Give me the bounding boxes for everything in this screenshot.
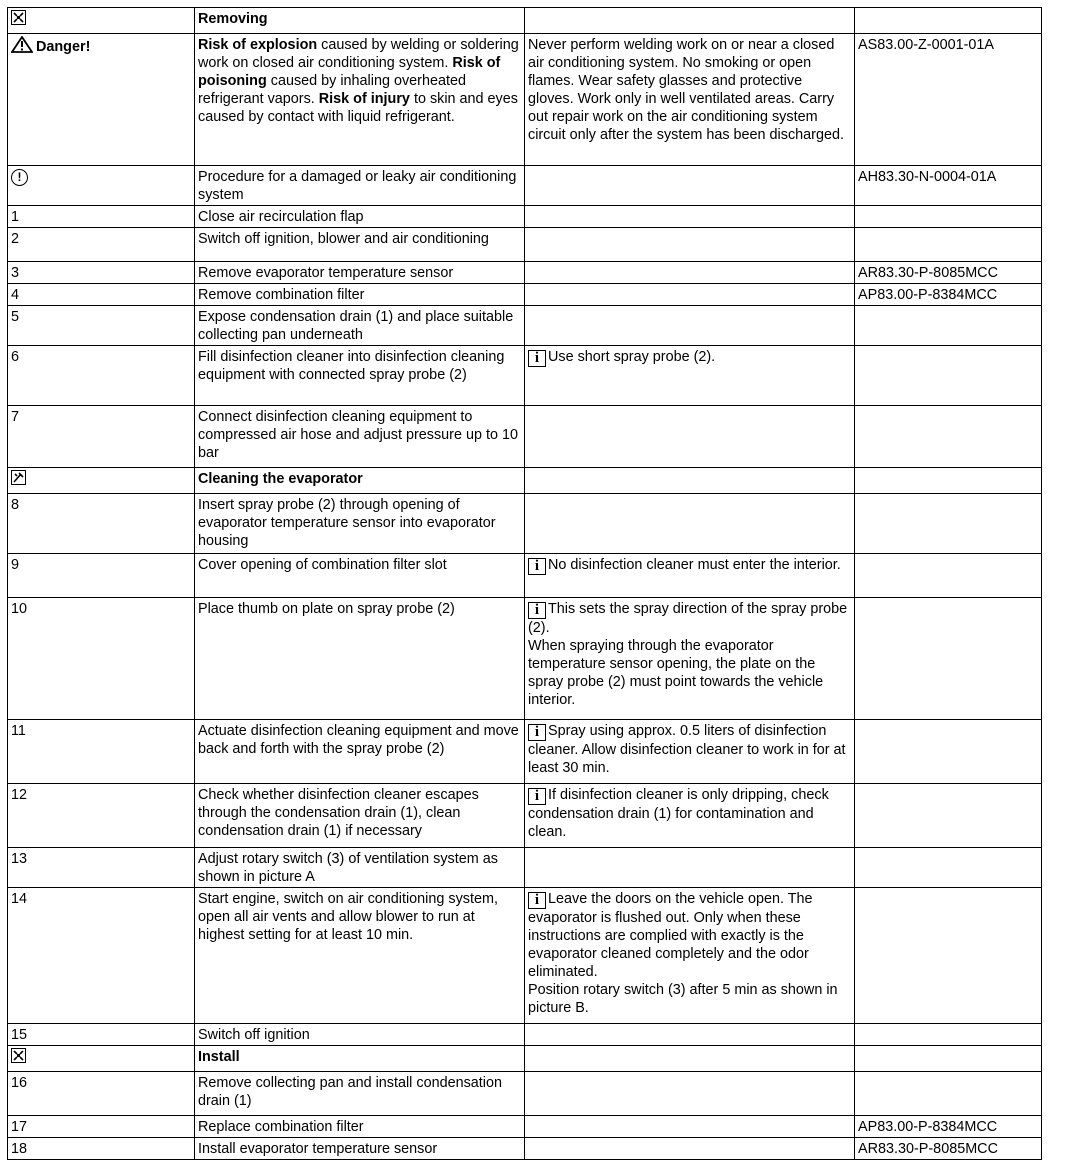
table-row xyxy=(8,1046,1042,1072)
note-cell xyxy=(525,306,855,346)
instruction-text: Adjust rotary switch (3) of ventilation system as shown in picture A xyxy=(198,851,498,885)
step-cell xyxy=(8,1024,195,1046)
instruction-cell xyxy=(195,720,525,784)
instruction-cell xyxy=(195,1046,525,1072)
instruction-cell xyxy=(195,888,525,1024)
table-row xyxy=(8,166,1042,206)
table-row xyxy=(8,848,1042,888)
instruction-cell xyxy=(195,494,525,554)
note-text: Use short spray probe (2). xyxy=(548,349,716,365)
step-number: 16 xyxy=(11,1075,28,1091)
info-icon: i xyxy=(528,788,546,805)
step-number: 11 xyxy=(11,723,26,739)
step-cell xyxy=(8,720,195,784)
reference-cell xyxy=(855,406,1042,468)
instruction-text: Switch off ignition, blower and air conditioning xyxy=(198,231,489,247)
step-number: 14 xyxy=(11,891,28,907)
table-row xyxy=(8,306,1042,346)
instruction-text: Close air recirculation flap xyxy=(198,209,364,225)
instruction-text: Insert spray probe (2) through opening of evaporator temperature sensor into evaporator housing xyxy=(198,497,496,549)
danger-triangle-icon xyxy=(11,36,33,58)
table-row xyxy=(8,34,1042,166)
document-reference: AR83.30-P-8085MCC xyxy=(858,265,998,281)
table-row xyxy=(8,598,1042,720)
table-row xyxy=(8,262,1042,284)
note-text-extra: When spraying through the evaporator temperature sensor opening, the plate on the spray probe (2) must point towards the vehicle interior. xyxy=(528,638,824,708)
instruction-cell xyxy=(195,784,525,848)
step-number: 9 xyxy=(11,557,20,573)
install-icon xyxy=(11,1048,26,1063)
step-cell xyxy=(8,784,195,848)
step-cell xyxy=(8,206,195,228)
instruction-text: Replace combination filter xyxy=(198,1119,364,1135)
instruction-text: Check whether disinfection cleaner escapes through the condensation drain (1), clean condensation drain (1) if necessary xyxy=(198,787,479,839)
instruction-cell xyxy=(195,306,525,346)
instruction-cell xyxy=(195,554,525,598)
risk-text: to skin and eyes caused by contact with liquid refrigerant. xyxy=(198,91,518,125)
reference-cell xyxy=(855,1024,1042,1046)
instruction-text: Remove evaporator temperature sensor xyxy=(198,265,454,281)
step-cell xyxy=(8,34,195,166)
reference-cell xyxy=(855,346,1042,406)
reference-cell xyxy=(855,888,1042,1024)
step-cell xyxy=(8,166,195,206)
instruction-cell xyxy=(195,1072,525,1116)
step-cell xyxy=(8,1046,195,1072)
table-row xyxy=(8,784,1042,848)
reference-cell xyxy=(855,228,1042,262)
section-heading: Install xyxy=(198,1049,240,1065)
info-icon: i xyxy=(528,350,546,367)
reference-cell xyxy=(855,206,1042,228)
table-row xyxy=(8,284,1042,306)
instruction-cell xyxy=(195,228,525,262)
step-cell xyxy=(8,598,195,720)
note-text-extra: Position rotary switch (3) after 5 min as shown in picture B. xyxy=(528,982,838,1016)
document-reference: AR83.30-P-8085MCC xyxy=(858,1141,998,1157)
document-reference: AH83.30-N-0004-01A xyxy=(858,169,997,185)
note-text: If disinfection cleaner is only dripping, check condensation drain (1) for contamination and clean. xyxy=(528,787,829,840)
reference-cell xyxy=(855,1046,1042,1072)
reference-cell xyxy=(855,1116,1042,1138)
instruction-cell xyxy=(195,346,525,406)
step-number: 2 xyxy=(11,231,20,247)
note-cell xyxy=(525,468,855,494)
reference-cell xyxy=(855,306,1042,346)
step-cell xyxy=(8,306,195,346)
step-cell xyxy=(8,848,195,888)
instruction-text: Remove collecting pan and install condensation drain (1) xyxy=(198,1075,502,1109)
info-icon: i xyxy=(528,602,546,619)
instruction-cell xyxy=(195,206,525,228)
note-text: Never perform welding work on or near a closed air conditioning system. No smoking or open flames. Wear safety glasses and protective gloves. Work only in well ventilated areas. Carry out repair work on the air conditioning system circuit only after the system has been discharged. xyxy=(528,37,844,143)
note-cell xyxy=(525,848,855,888)
reference-cell xyxy=(855,554,1042,598)
table-row xyxy=(8,8,1042,34)
step-number: 18 xyxy=(11,1141,28,1157)
table-row xyxy=(8,1116,1042,1138)
note-cell xyxy=(525,228,855,262)
risk-heading: Risk of injury xyxy=(318,91,410,107)
step-number: 6 xyxy=(11,349,20,365)
instruction-cell xyxy=(195,262,525,284)
info-icon: i xyxy=(528,724,546,741)
reference-cell xyxy=(855,1072,1042,1116)
procedure-table-body xyxy=(8,8,1042,1160)
section-heading: Removing xyxy=(198,11,268,27)
info-icon: i xyxy=(528,558,546,575)
table-row xyxy=(8,206,1042,228)
step-number: 3 xyxy=(11,265,20,281)
step-number: 4 xyxy=(11,287,20,303)
reference-cell xyxy=(855,494,1042,554)
note-cell xyxy=(525,1024,855,1046)
step-number: 17 xyxy=(11,1119,28,1135)
note-cell xyxy=(525,262,855,284)
instruction-cell xyxy=(195,598,525,720)
note-cell xyxy=(525,494,855,554)
reference-cell xyxy=(855,8,1042,34)
document-reference: AP83.00-P-8384MCC xyxy=(858,287,998,303)
risk-text: caused by welding or soldering work on closed air conditioning system. xyxy=(198,37,519,71)
step-cell xyxy=(8,1116,195,1138)
step-cell xyxy=(8,494,195,554)
step-cell xyxy=(8,346,195,406)
table-row xyxy=(8,1072,1042,1116)
risk-heading: Risk of poisoning xyxy=(198,55,501,89)
instruction-cell xyxy=(195,1116,525,1138)
procedure-table xyxy=(7,7,1042,1160)
note-cell xyxy=(525,284,855,306)
step-number: 8 xyxy=(11,497,20,513)
step-cell xyxy=(8,406,195,468)
reference-cell xyxy=(855,468,1042,494)
step-cell xyxy=(8,228,195,262)
step-number: 12 xyxy=(11,787,28,803)
note-cell xyxy=(525,1072,855,1116)
note-text: Spray using approx. 0.5 liters of disinfection cleaner. Allow disinfection cleaner to work in for at least 30 min. xyxy=(528,723,846,776)
step-number: 7 xyxy=(11,409,20,425)
reference-cell xyxy=(855,720,1042,784)
reference-cell xyxy=(855,598,1042,720)
step-number: 15 xyxy=(11,1027,28,1043)
note-text: This sets the spray direction of the spray probe (2). xyxy=(528,601,848,636)
step-number: 13 xyxy=(11,851,28,867)
note-cell xyxy=(525,166,855,206)
table-row xyxy=(8,468,1042,494)
instruction-text: Expose condensation drain (1) and place suitable collecting pan underneath xyxy=(198,309,514,343)
table-row xyxy=(8,494,1042,554)
note-text: Leave the doors on the vehicle open. The evaporator is flushed out. Only when these instructions are complied with exactly is the evaporator cleaned completely and the odor eliminated. xyxy=(528,891,813,980)
instruction-text: Switch off ignition xyxy=(198,1027,310,1043)
table-row xyxy=(8,554,1042,598)
note-text: No disinfection cleaner must enter the interior. xyxy=(548,557,841,573)
step-cell xyxy=(8,8,195,34)
document-reference: AS83.00-Z-0001-01A xyxy=(858,37,994,53)
note-icon: ! xyxy=(11,169,28,186)
instruction-cell xyxy=(195,284,525,306)
note-cell xyxy=(525,206,855,228)
note-cell xyxy=(525,554,855,598)
instruction-cell xyxy=(195,406,525,468)
note-cell xyxy=(525,1116,855,1138)
instruction-text: Procedure for a damaged or leaky air conditioning system xyxy=(198,169,517,203)
risk-text: caused by inhaling overheated refrigerant vapors. xyxy=(198,73,466,107)
instruction-cell xyxy=(195,1024,525,1046)
info-icon: i xyxy=(528,892,546,909)
step-cell xyxy=(8,554,195,598)
table-row xyxy=(8,346,1042,406)
step-cell xyxy=(8,468,195,494)
instruction-text: Cover opening of combination filter slot xyxy=(198,557,447,573)
reference-cell xyxy=(855,262,1042,284)
step-cell xyxy=(8,1138,195,1160)
table-row xyxy=(8,228,1042,262)
table-row xyxy=(8,1138,1042,1160)
instruction-cell xyxy=(195,8,525,34)
note-cell xyxy=(525,784,855,848)
reference-cell xyxy=(855,848,1042,888)
instruction-text: Actuate disinfection cleaning equipment and move back and forth with the spray probe (2) xyxy=(198,723,519,757)
instruction-cell xyxy=(195,166,525,206)
table-row xyxy=(8,720,1042,784)
step-number: 1 xyxy=(11,209,20,225)
table-row xyxy=(8,1024,1042,1046)
instruction-cell xyxy=(195,468,525,494)
note-cell xyxy=(525,888,855,1024)
step-cell xyxy=(8,284,195,306)
reference-cell xyxy=(855,284,1042,306)
note-cell xyxy=(525,598,855,720)
reference-cell xyxy=(855,166,1042,206)
document-reference: AP83.00-P-8384MCC xyxy=(858,1119,998,1135)
step-cell xyxy=(8,1072,195,1116)
note-cell xyxy=(525,8,855,34)
instruction-text: Fill disinfection cleaner into disinfection cleaning equipment with connected spray probe (2) xyxy=(198,349,505,383)
table-row xyxy=(8,888,1042,1024)
table-row xyxy=(8,406,1042,468)
note-cell xyxy=(525,1046,855,1072)
instruction-text: Start engine, switch on air conditioning system, open all air vents and allow blower to run at highest setting for at least 10 min. xyxy=(198,891,498,943)
step-number: 10 xyxy=(11,601,28,617)
step-cell xyxy=(8,262,195,284)
note-cell xyxy=(525,34,855,166)
instruction-cell xyxy=(195,848,525,888)
section-heading: Cleaning the evaporator xyxy=(198,471,363,487)
note-cell xyxy=(525,406,855,468)
reference-cell xyxy=(855,784,1042,848)
note-cell xyxy=(525,346,855,406)
reference-cell xyxy=(855,34,1042,166)
instruction-text: Place thumb on plate on spray probe (2) xyxy=(198,601,455,617)
note-cell xyxy=(525,1138,855,1160)
step-cell xyxy=(8,888,195,1024)
reference-cell xyxy=(855,1138,1042,1160)
removing-icon xyxy=(11,10,26,25)
instruction-text: Remove combination filter xyxy=(198,287,365,303)
danger-label: Danger! xyxy=(36,39,91,55)
instruction-text: Connect disinfection cleaning equipment to compressed air hose and adjust pressure up to 10 bar xyxy=(198,409,518,461)
instruction-cell xyxy=(195,1138,525,1160)
risk-heading: Risk of explosion xyxy=(198,37,318,53)
step-number: 5 xyxy=(11,309,20,325)
instruction-cell xyxy=(195,34,525,166)
cleaning-icon xyxy=(11,470,26,485)
instruction-text: Install evaporator temperature sensor xyxy=(198,1141,438,1157)
note-cell xyxy=(525,720,855,784)
